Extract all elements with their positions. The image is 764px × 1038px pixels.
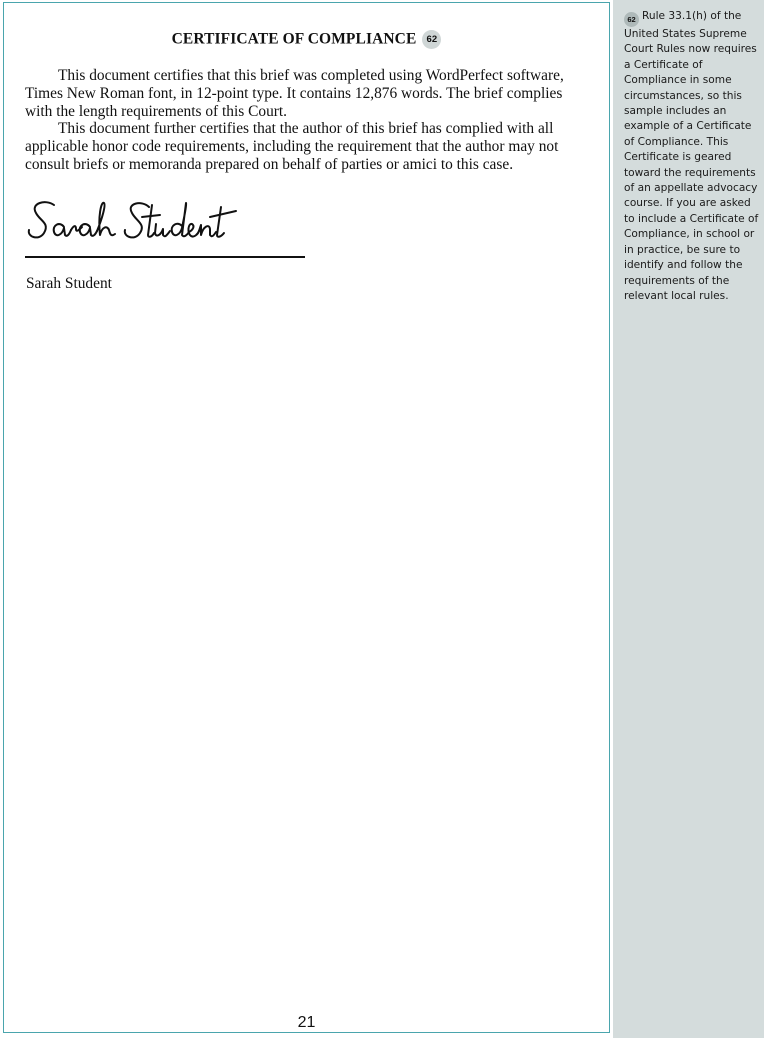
margin-note	[624, 9, 764, 304]
note-marker-badge: 62	[422, 30, 441, 49]
page-title	[4, 30, 609, 49]
handwritten-signature	[24, 197, 239, 249]
certificate-title: CERTIFICATE OF COMPLIANCE	[171, 30, 417, 48]
certification-paragraph-2: This document further certifies that the author of this brief has complied with all applicable honor code requirements, including the requirement that the author may not consult briefs or memoranda prepared on behalf of parties or amici to this case.	[25, 120, 559, 173]
page-number: 21	[297, 1014, 316, 1031]
margin-note-text: Rule 33.1(h) of the United States Supreme Court Rules now requires a Certificate of Compliance in some circumstances, so this sample includes an example of a Certificate of Compliance. This Certificate is geared toward the requirements of an appellate advocacy course. If you are asked to include a Certificate of Compliance, in school or in practice, be sure to identify and follow the requirements of the relevant local rules.	[624, 10, 759, 302]
certification-paragraph-1: This document certifies that this brief was completed using WordPerfect software, Times New Roman font, in 12-point type. It contains 12,876 words. The brief complies with the length requirements of this Court.	[25, 67, 564, 120]
margin-note-sidebar	[613, 0, 764, 1038]
brief-page	[3, 2, 610, 1033]
signer-name: Sarah Student	[26, 275, 112, 292]
note-marker-icon: 62	[624, 12, 639, 27]
certificate-body	[25, 67, 593, 174]
signature-line	[25, 256, 305, 258]
